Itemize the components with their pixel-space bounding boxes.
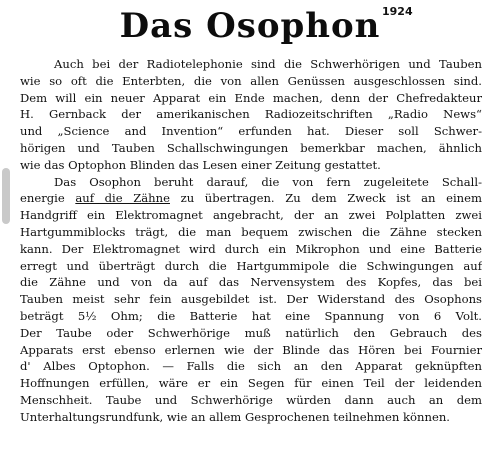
text-line: Unterhaltungsrundfunk, wie an allem Gesprochenen teilnehmen können. bbox=[20, 409, 450, 424]
text-line: kann. Der Elektromagnet wird durch ein Mikrophon und eine Batterie bbox=[20, 241, 482, 256]
text-line: Menschheit. Taube und Schwerhörige würden dann auch an dem bbox=[20, 392, 482, 407]
page-title: Das Osophon bbox=[119, 6, 381, 46]
text-line: Tauben meist sehr fein ausgebildet ist. Der Widerstand des Osophons bbox=[20, 292, 482, 307]
article-body bbox=[20, 56, 482, 426]
text-line: Auch bei der Radiotelephonie sind die Schwerhörigen und Tauben bbox=[54, 57, 482, 71]
text-fragment: zu übertragen. Zu dem Zweck ist an einem bbox=[180, 191, 482, 206]
text-line-with-underline bbox=[20, 190, 482, 207]
text-line: wie das Optophon Blinden das Lesen einer Zeitung gestattet. bbox=[20, 157, 381, 172]
year-label: 1924 bbox=[382, 5, 413, 18]
text-fragment: energie bbox=[20, 191, 65, 206]
text-line: Hartgummiblocks trägt, die man bequem zwischen die Zähne stecken bbox=[20, 224, 482, 239]
text-line: beträgt 5½ Ohm; die Batterie hat eine Spannung von 6 Volt. bbox=[20, 308, 482, 323]
text-line: Apparats erst ebenso erlernen wie der Blinde das Hören bei Fournier bbox=[20, 342, 482, 357]
text-line: H. Gernback der amerikanischen Radiozeitschriften „Radio News“ bbox=[20, 107, 482, 122]
text-line: hörigen und Tauben Schallschwingungen bemerkbar machen, ähnlich bbox=[20, 140, 482, 155]
text-line: wie so oft die Enterbten, die von allen Genüssen ausgeschlossen sind. bbox=[20, 73, 482, 88]
text-line: Dem will ein neuer Apparat ein Ende machen, denn der Chefredakteur bbox=[20, 90, 482, 105]
text-line: Hoffnungen erfüllen, wäre er ein Segen für einen Teil der leidenden bbox=[20, 376, 482, 391]
text-line: Handgriff ein Elektromagnet angebracht, der an zwei Polplatten zwei bbox=[20, 208, 482, 223]
margin-scroll-handle[interactable] bbox=[2, 168, 10, 224]
text-line: und „Science and Invention“ erfunden hat. Dieser soll Schwer- bbox=[20, 124, 482, 139]
underlined-phrase: auf die Zähne bbox=[75, 191, 170, 206]
text-line: die Zähne und von da auf das Nervensystem des Kopfes, das bei bbox=[20, 275, 482, 290]
text-line: Das Osophon beruht darauf, die von fern zugeleitete Schall- bbox=[54, 174, 482, 189]
text-line: Der Taube oder Schwerhörige muß natürlich den Gebrauch des bbox=[20, 325, 482, 340]
text-line: d' Albes Optophon. — Falls die sich an den Apparat geknüpften bbox=[20, 359, 482, 374]
text-line: erregt und überträgt durch die Hartgummipole die Schwingungen auf bbox=[20, 258, 482, 273]
